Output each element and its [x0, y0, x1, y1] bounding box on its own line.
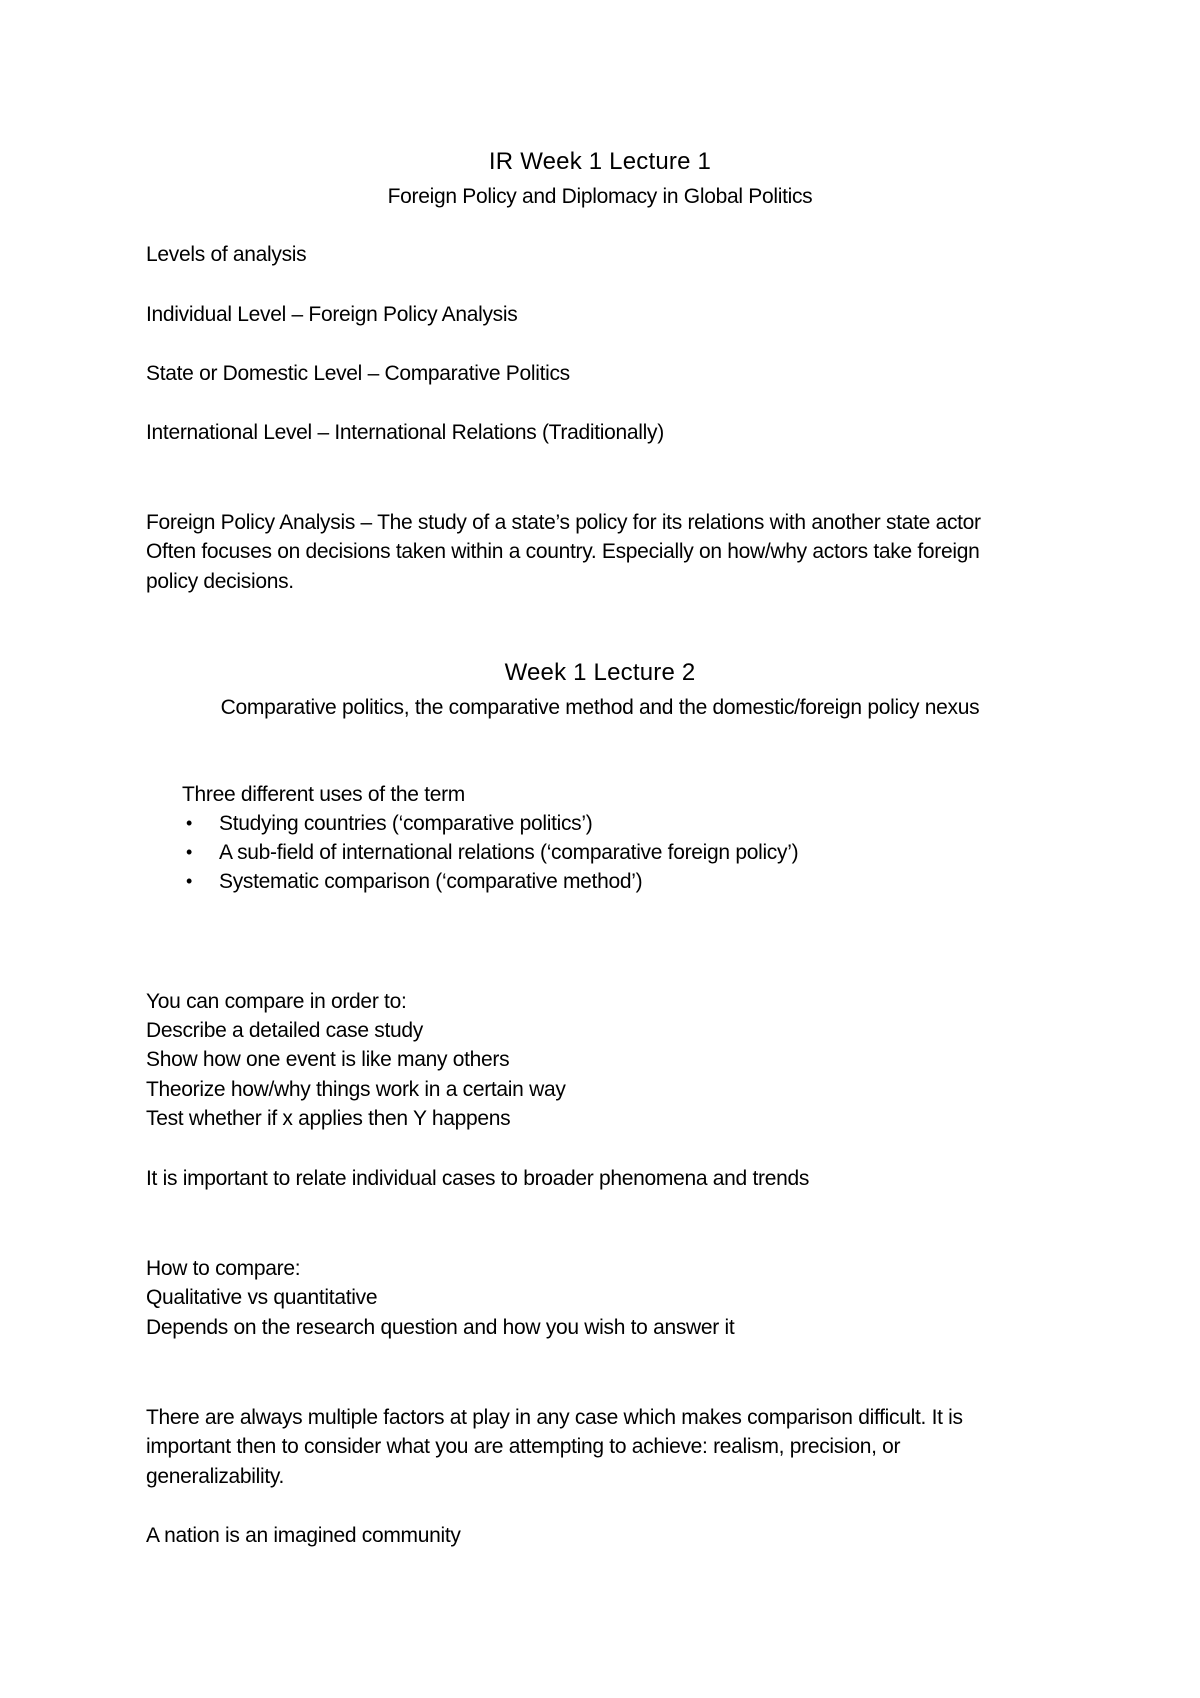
compare-purpose-line: You can compare in order to:: [146, 990, 407, 1013]
factors-paragraph-line: important then to consider what you are attempting to achieve: realism, precision, or: [146, 1435, 901, 1458]
bullet-icon: •: [186, 871, 193, 891]
levels-heading: Levels of analysis: [146, 243, 307, 266]
compare-purpose-line: Test whether if x applies then Y happens: [146, 1107, 511, 1130]
relate-note: It is important to relate individual cases to broader phenomena and trends: [146, 1167, 810, 1190]
how-to-compare-line: Qualitative vs quantitative: [146, 1286, 378, 1309]
bullet-icon: •: [186, 842, 193, 862]
how-to-compare-line: Depends on the research question and how you wish to answer it: [146, 1316, 735, 1339]
factors-paragraph-line: generalizability.: [146, 1465, 285, 1488]
nation-note: A nation is an imagined community: [146, 1524, 461, 1547]
how-to-compare-line: How to compare:: [146, 1257, 301, 1280]
fpa-paragraph-line: Often focuses on decisions taken within a country. Especially on how/why actors take foreign: [146, 540, 980, 563]
level-international: International Level – International Relations (Traditionally): [146, 421, 664, 444]
lecture1-title: IR Week 1 Lecture 1: [488, 148, 712, 175]
level-individual: Individual Level – Foreign Policy Analysis: [146, 303, 518, 326]
bullet-item: Studying countries (‘comparative politics’): [219, 812, 593, 835]
fpa-paragraph-line: policy decisions.: [146, 570, 294, 593]
bullet-item: Systematic comparison (‘comparative method’): [219, 870, 643, 893]
uses-heading: Three different uses of the term: [182, 783, 465, 806]
fpa-paragraph-line: Foreign Policy Analysis – The study of a state’s policy for its relations with another state actor: [146, 511, 981, 534]
bullet-item: A sub-field of international relations (‘comparative foreign policy’): [219, 841, 799, 864]
level-state: State or Domestic Level – Comparative Politics: [146, 362, 570, 385]
compare-purpose-line: Describe a detailed case study: [146, 1019, 423, 1042]
lecture2-title: Week 1 Lecture 2: [504, 659, 696, 686]
factors-paragraph-line: There are always multiple factors at play in any case which makes comparison difficult. It is: [146, 1406, 963, 1429]
compare-purpose-line: Theorize how/why things work in a certain way: [146, 1078, 566, 1101]
compare-purpose-line: Show how one event is like many others: [146, 1048, 510, 1071]
bullet-icon: •: [186, 813, 193, 833]
lecture2-subtitle: Comparative politics, the comparative method and the domestic/foreign policy nexus: [220, 696, 980, 719]
lecture1-subtitle: Foreign Policy and Diplomacy in Global Politics: [387, 185, 813, 208]
